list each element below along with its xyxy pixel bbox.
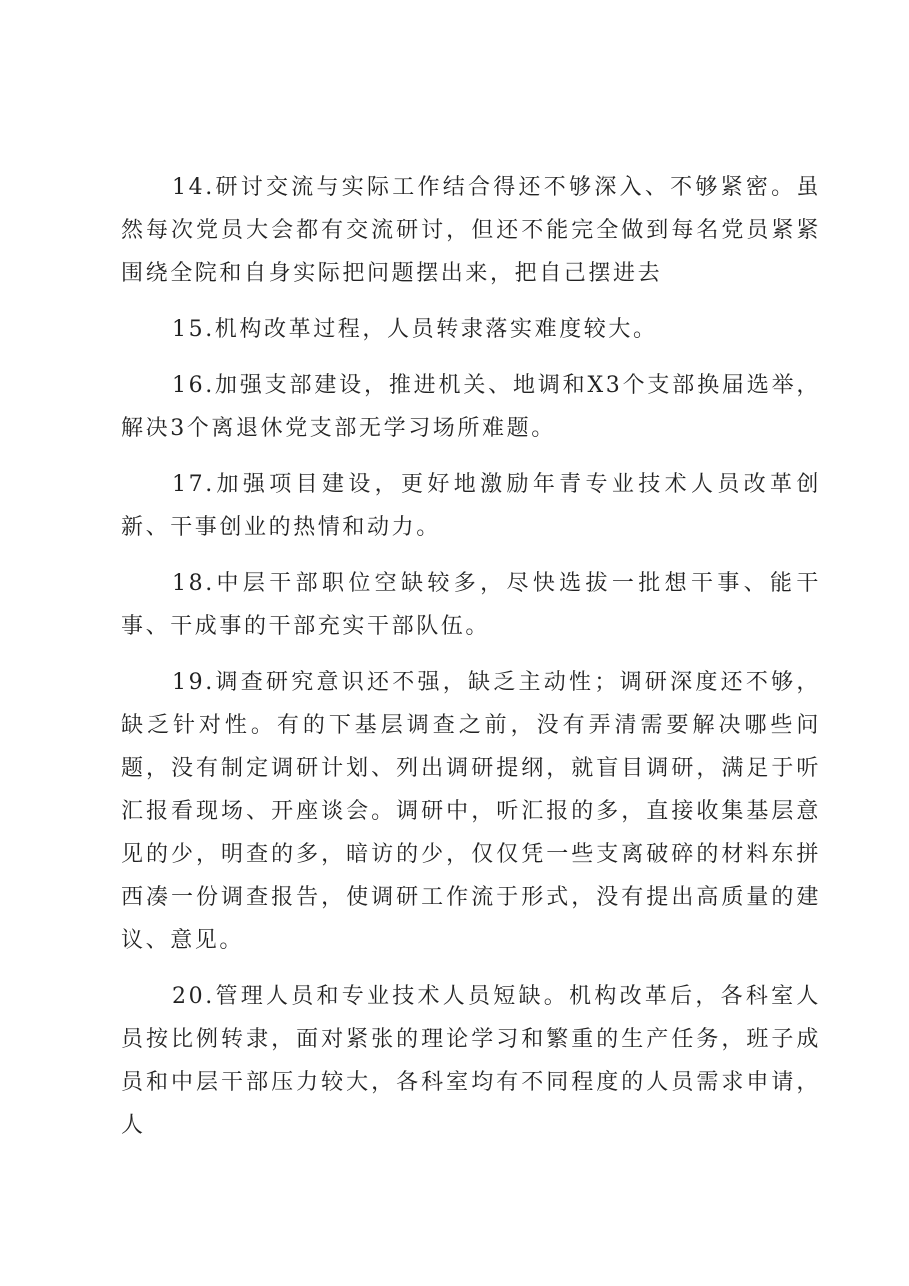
paragraph-18: 18.中层干部职位空缺较多，尽快选拔一批想干事、能干事、干成事的干部充实干部队伍。 [121,571,821,639]
paragraph-16: 16.加强支部建设，推进机关、地调和X3个支部换届选举，解决3个离退休党支部无学习场所难题。 [121,373,821,441]
document-body [121,166,821,1147]
paragraph-15: 15.机构改革过程，人员转隶落实难度较大。 [172,317,658,342]
paragraph-17: 17.加强项目建设，更好地激励年青专业技术人员改革创新、干事创业的热情和动力。 [121,472,821,540]
paragraph-20: 20.管理人员和专业技术人员短缺。机构改革后，各科室人员按比例转隶，面对紧张的理论学习和繁重的生产任务，班子成员和中层干部压力较大，各科室均有不同程度的人员需求申请，人 [121,984,821,1138]
paragraph-19: 19.调查研究意识还不强，缺乏主动性；调研深度还不够，缺乏针对性。有的下基层调查之前，没有弄清需要解决哪些问题，没有制定调研计划、列出调研提纲，就盲目调研，满足于听汇报看现场、开座谈会。调研中，听汇报的多，直接收集基层意见的少，明查的多，暗访的少，仅仅凭一些支离破碎的材料东拼西凑一份调查报告，使调研工作流于形式，没有提出高质量的建议、意见。 [121,670,821,953]
paragraph-14: 14.研讨交流与实际工作结合得还不够深入、不够紧密。虽然每次党员大会都有交流研讨，但还不能完全做到每名党员紧紧围绕全院和自身实际把问题摆出来，把自己摆进去 [121,175,821,286]
